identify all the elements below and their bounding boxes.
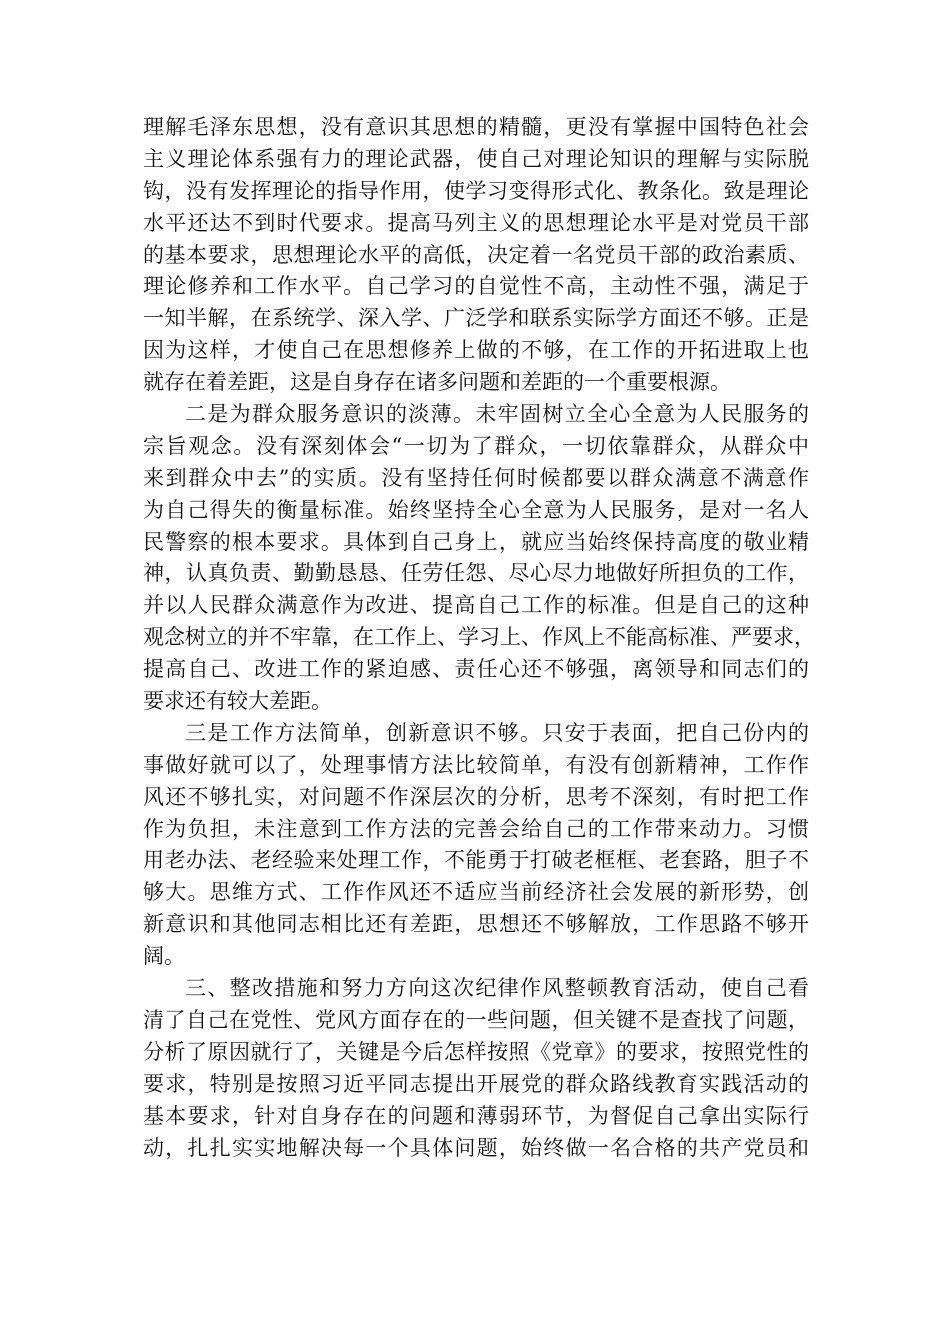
- text-line: 三是工作方法简单，创新意识不够。只安于表面，把自己份内的: [185, 720, 809, 745]
- text-line: 动，扎扎实实地解决每一个具体问题，始终做一名合格的共产党员和: [143, 1135, 809, 1160]
- paragraph-4: [143, 973, 809, 1164]
- text-line: 分析了原因就行了，关键是今后怎样按照《党章》的要求，按照党性的: [143, 1039, 809, 1064]
- text-line: 水平还达不到时代要求。提高马列主义的思想理论水平是对党员干部: [143, 210, 809, 235]
- text-line: 神，认真负责、勤勤恳恳、任劳任怨、尽心尽力地做好所担负的工作，: [143, 561, 809, 586]
- text-line: 作为负担，未注意到工作方法的完善会给自己的工作带来动力。习惯: [143, 816, 809, 841]
- paragraph-1: [143, 112, 809, 399]
- text-line: 的基本要求，思想理论水平的高低，决定着一名党员干部的政治素质、: [143, 242, 809, 267]
- text-line: 要求，特别是按照习近平同志提出开展党的群众路线教育实践活动的: [143, 1071, 809, 1096]
- text-line: 三、整改措施和努力方向这次纪律作风整顿教育活动，使自己看: [185, 976, 809, 1001]
- document-body: [143, 112, 815, 1164]
- text-line: 并以人民群众满意作为改进、提高自己工作的标准。但是自己的这种: [143, 593, 809, 618]
- text-line: 基本要求，针对自身存在的问题和薄弱环节，为督促自己拿出实际行: [143, 1103, 809, 1128]
- text-line: 一知半解，在系统学、深入学、广泛学和联系实际学方面还不够。正是: [143, 306, 809, 331]
- text-line: 要求还有较大差距。: [143, 689, 332, 714]
- paragraph-2: [143, 399, 815, 718]
- text-line: 主义理论体系强有力的理论武器，使自己对理论知识的理解与实际脱: [143, 146, 809, 171]
- text-line: 够大。思维方式、工作作风还不适应当前经济社会发展的新形势，创: [143, 880, 809, 905]
- text-line: 理论修养和工作水平。自己学习的自觉性不高，主动性不强，满足于: [143, 274, 809, 299]
- text-line: 提高自己、改进工作的紧迫感、责任心还不够强，离领导和同志们的: [143, 657, 809, 682]
- text-line: 钩，没有发挥理论的指导作用，使学习变得形式化、教条化。致是理论: [143, 178, 809, 203]
- text-line: 风还不够扎实，对问题不作深层次的分析，思考不深刻，有时把工作: [143, 784, 809, 809]
- text-line: 因为这样，才使自己在思想修养上做的不够，在工作的开拓进取上也: [143, 338, 809, 363]
- text-line: 阔。: [143, 944, 185, 969]
- text-line: 宗旨观念。没有深刻体会“一切为了群众，一切依靠群众，从群众中: [143, 433, 809, 458]
- text-line: 来到群众中去”的实质。没有坚持任何时候都要以群众满意不满意作: [143, 465, 809, 490]
- text-line: 理解毛泽东思想，没有意识其思想的精髓，更没有掌握中国特色社会: [143, 115, 809, 139]
- paragraph-3: [143, 718, 809, 973]
- text-line: 观念树立的并不牢靠，在工作上、学习上、作风上不能高标准、严要求，: [143, 625, 815, 650]
- text-line: 用老办法、老经验来处理工作，不能勇于打破老框框、老套路，胆子不: [143, 848, 809, 873]
- text-line: 就存在着差距，这是自身存在诸多问题和差距的一个重要根源。: [143, 370, 731, 395]
- text-line: 为自己得失的衡量标准。始终坚持全心全意为人民服务，是对一名人: [143, 497, 809, 522]
- text-line: 事做好就可以了，处理事情方法比较简单，有没有创新精神，工作作: [143, 752, 809, 777]
- text-line: 新意识和其他同志相比还有差距，思想还不够解放，工作思路不够开: [143, 912, 809, 937]
- text-line: 民警察的根本要求。具体到自己身上，就应当始终保持高度的敬业精: [143, 529, 809, 554]
- text-line: 清了自己在党性、党风方面存在的一些问题，但关键不是查找了问题，: [143, 1007, 809, 1032]
- text-line: 二是为群众服务意识的淡薄。未牢固树立全心全意为人民服务的: [185, 402, 809, 427]
